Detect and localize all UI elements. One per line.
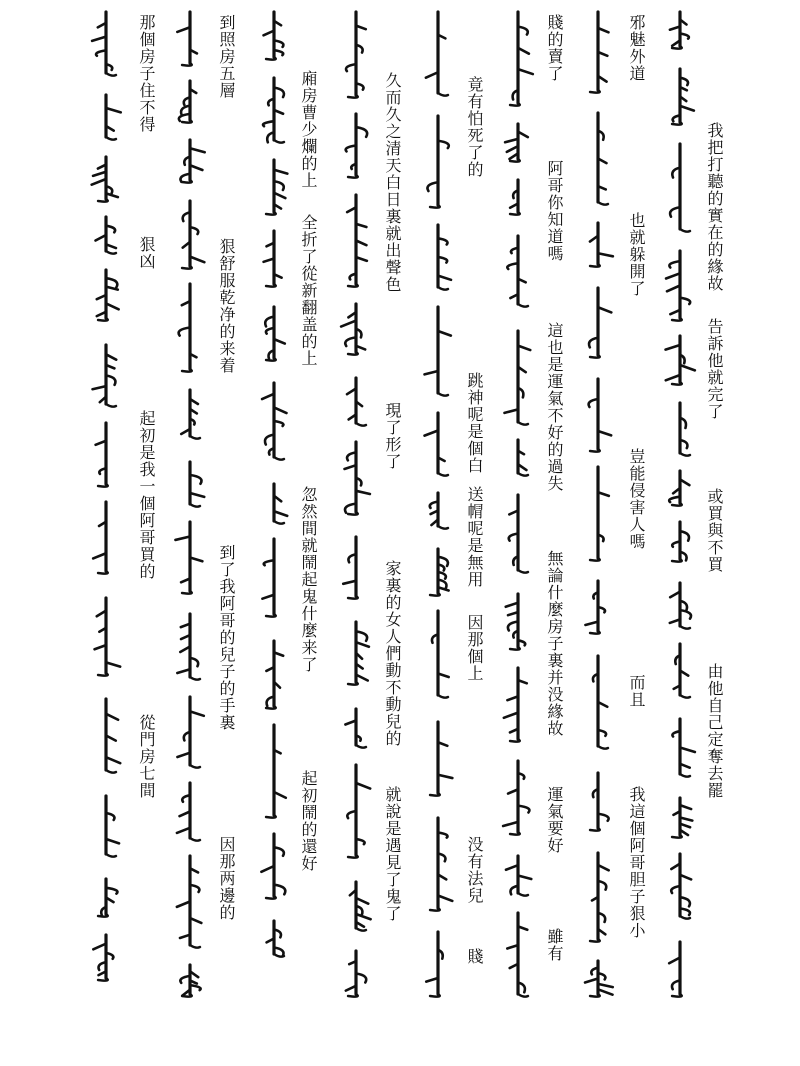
chinese-gloss: 由他自己定奪去罷 [705,663,724,799]
manchu-word [580,377,616,455]
manchu-word [256,305,292,364]
manchu-script [338,10,374,1010]
manchu-word [500,592,536,653]
manchu-word [662,796,698,841]
chinese-gloss: 没有法兒 [465,836,484,904]
manchu-word [338,763,374,861]
manchu-word [500,854,536,899]
manchu-script [256,10,292,1010]
manchu-word [662,520,698,565]
manchu-column-1 [86,0,126,1066]
manchu-word [580,465,616,564]
manchu-word [172,282,208,375]
chinese-gloss: 到照房五層 [217,14,236,99]
manchu-word [420,609,456,701]
manchu-word [172,79,208,126]
manchu-word [580,111,616,208]
manchu-column-7 [578,0,618,1066]
manchu-column-3 [254,0,294,1066]
manchu-column-6 [498,0,538,1066]
manchu-word [172,138,208,186]
manchu-script [662,10,698,1010]
manchu-word [662,10,698,52]
manchu-word [88,343,124,410]
manchu-word [338,112,374,181]
manchu-word [420,816,456,914]
manchu-word [420,491,456,532]
chinese-gloss: 雖有 [545,928,564,962]
manchu-script [580,10,616,1010]
manchu-word [580,959,616,1000]
chinese-gloss: 那個房子住不得 [137,14,156,133]
chinese-gloss: 而且 [627,674,646,708]
manchu-word [172,963,208,1000]
manchu-word [88,596,124,679]
manchu-word [338,620,374,688]
manchu-word [338,193,374,290]
manchu-word [662,581,698,632]
manchu-word [580,771,616,834]
manchu-word [662,67,698,128]
chinese-gloss: 告訴他就完了 [705,318,724,420]
manchu-word [88,697,124,776]
manchu-word [172,388,208,442]
manchu-word [420,10,456,99]
manchu-script [172,10,208,1010]
chinese-gloss: 賤 [465,948,484,965]
chinese-gloss: 全折了從新翻盖的上 [299,214,318,367]
manchu-word [500,178,536,218]
chinese-gloss: 這也是運氣不好的過失 [545,322,564,492]
manchu-word [662,717,698,780]
chinese-gloss: 起初是我一個阿哥買的 [137,410,156,580]
manchu-word [256,229,292,290]
manchu-word [338,949,374,1000]
manchu-word [420,305,456,399]
chinese-gloss: 阿哥你知道嗎 [545,160,564,262]
manchu-word [172,10,208,69]
manchu-word [420,930,456,1000]
manchu-word [256,537,292,620]
manchu-word [256,76,292,146]
chinese-gloss: 也就躲開了 [627,212,646,297]
manchu-word [256,381,292,463]
chinese-gloss: 因那两邊的 [217,836,236,921]
manchu-word [256,832,292,902]
chinese-gloss: 起初鬧的還好 [299,770,318,872]
manchu-word [338,880,374,934]
chinese-gloss: 或買與不買 [705,488,724,573]
manchu-word [338,376,374,429]
chinese-gloss: 到了我阿哥的兒子的手裏 [217,544,236,731]
manchu-word [256,10,292,63]
manchu-word [88,268,124,324]
manchu-word [662,469,698,509]
manchu-word [172,612,208,683]
manchu-column-4 [336,0,376,1066]
manchu-word [88,10,124,79]
manchu-word [88,794,124,860]
manchu-word [500,329,536,428]
manchu-word [580,579,616,637]
manchu-word [500,911,536,1000]
chinese-gloss: 竟有怕死了的 [465,76,484,178]
manchu-word [500,438,536,479]
manchu-word [420,114,456,211]
manchu-word [420,720,456,799]
manchu-word [88,933,124,984]
manchu-word [256,158,292,218]
manchu-word [256,482,292,527]
manchu-word [500,234,536,310]
chinese-gloss: 狠凶 [137,236,156,270]
manchu-word [580,286,616,361]
manchu-word [172,854,208,951]
manchu-word [88,421,124,490]
manchu-word [88,155,124,205]
manchu-word [420,547,456,599]
manchu-word [500,493,536,576]
manchu-column-5 [418,0,458,1066]
manchu-word [172,460,208,510]
manchu-word [580,10,616,96]
chinese-gloss: 送㡌呢是無用 [465,486,484,588]
manchu-word [338,10,374,101]
chinese-gloss: 豈能侵害人嗎 [627,448,646,550]
manchu-word [662,642,698,701]
manchu-word [338,707,374,751]
chinese-gloss: 家裏的女人們動不動兒的 [383,560,402,747]
manchu-word [172,781,208,844]
manchu-script [88,10,124,1010]
chinese-gloss: 跳神呢是個白 [465,372,484,474]
manchu-word [662,852,698,922]
chinese-gloss: 現了形了 [383,402,402,470]
manchu-word [500,122,536,165]
manchu-word [580,221,616,270]
chinese-gloss: 狠舒服乾净的来着 [217,238,236,374]
manchu-word [88,215,124,257]
manchu-word [662,142,698,235]
chinese-gloss: 邪魅外道 [627,14,646,82]
manchu-column-2 [170,0,210,1066]
manchu-word [172,520,208,597]
manchu-word [88,500,124,577]
manchu-word [662,249,698,324]
chinese-gloss: 賤的賣了 [545,14,564,82]
chinese-gloss: 就說是遇見了鬼了 [383,786,402,922]
manchu-word [256,639,292,712]
manchu-word [662,334,698,388]
manchu-script [420,10,456,1010]
manchu-word [338,535,374,602]
chinese-gloss: 我這個阿哥胆子狠小 [627,786,646,939]
chinese-gloss: 忽然間就鬧起鬼什麼来了 [299,486,318,673]
manchu-word [662,401,698,459]
manchu-word [500,10,536,109]
manchu-column-8 [660,0,700,1066]
chinese-gloss: 我把打聽的實在的緣故 [705,122,724,292]
manchu-word [338,440,374,518]
manchu-word [172,199,208,272]
manchu-word [580,654,616,752]
manchu-word [88,93,124,143]
manchu-word [662,940,698,1000]
chinese-gloss: 無論什麼房子裏并没緣故 [545,550,564,737]
manchu-script [500,10,536,1010]
manchu-word [500,759,536,838]
manchu-word [500,666,536,745]
manchu-word [88,877,124,920]
manchu-word [172,695,208,771]
manchu-word [420,411,456,479]
chinese-gloss: 運氣要好 [545,786,564,854]
chinese-gloss: 久而久之清天白日裏就出聲色 [383,72,402,293]
chinese-gloss: 廂房曹少爛的上 [299,70,318,189]
manchu-word [580,851,616,945]
manchu-word [338,302,374,358]
manchu-word [256,723,292,821]
chinese-gloss: 從門房七間 [137,714,156,799]
manchu-word [256,919,292,960]
chinese-gloss: 因那個上 [465,614,484,682]
manchu-word [420,223,456,293]
